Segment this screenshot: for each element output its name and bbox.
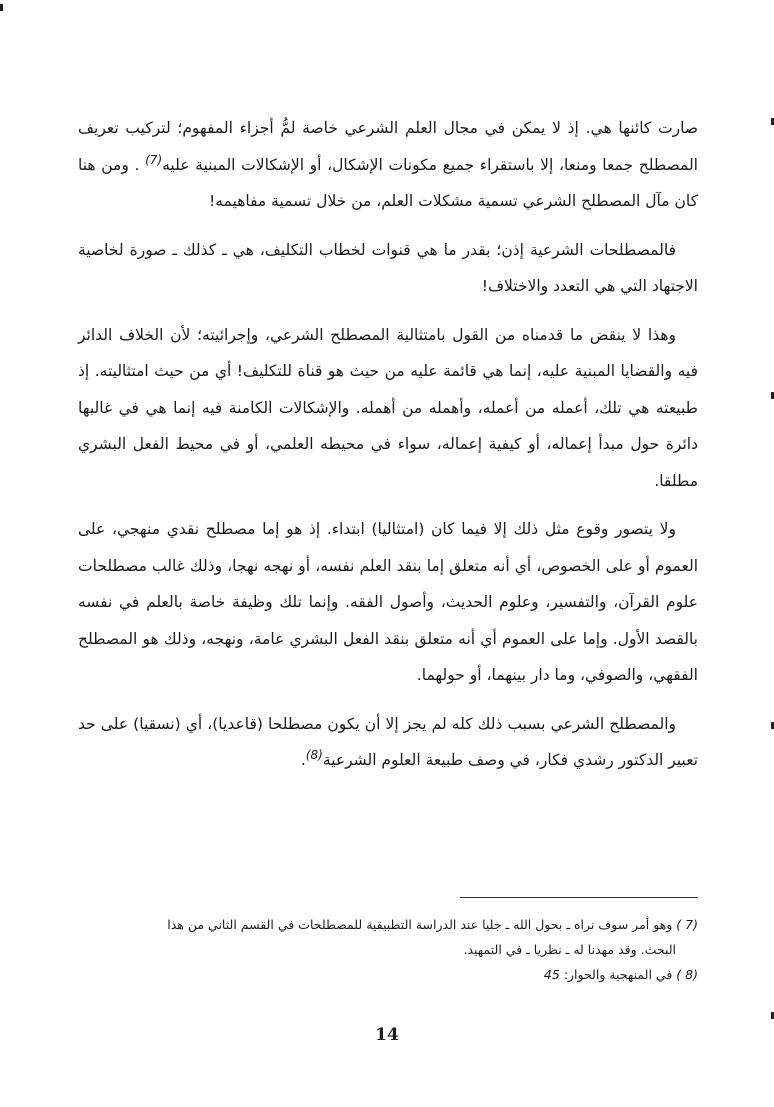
paragraph-1 [78,110,698,220]
paragraph-5 [78,706,698,779]
footnote-separator [460,897,698,898]
page-number: 14 [375,1025,399,1045]
footnote-page-ref: 45 [543,967,560,982]
footnote-text: في المنهجية والحوار: [563,967,673,982]
footnote-7 [78,912,698,962]
footnote-ref-7[interactable]: (7) [145,152,163,167]
footnotes [78,912,698,987]
paragraph-4 [78,511,698,694]
paragraph-2 [78,232,698,305]
paragraph-text-after: . ومن هنا كان مآل المصطلح الشرعي تسمية مشكلات العلم، من خلال تسمية مفاهيمه! [78,155,698,210]
footnote-number: (7 ) [676,917,698,932]
paragraph-text: صارت كائنها هي. إذ لا يمكن في مجال العلم الشرعي خاصة لمُّ أجزاء المفهوم؛ لتركيب تعريف المصطلح جمعا ومنعا، إلا باستقراء جميع مكونات الإشكال، أو الإشكالات المبنية عليه [78,119,698,174]
margin-mark [0,4,3,11]
paragraph-text-after: . [300,751,306,769]
paragraph-text: وهذا لا ينقض ما قدمناه من القول بامتثالية المصطلح الشرعي، وإجرائيته؛ لأن الخلاف الدائر فيه والقضايا المبنية عليه، إنما هي قائمة عليه من حيث هو قناة للتكليف! أي من حيث امتثاليته. إذ طبيعته هي تلك، أعمله من أعمله، وأهمله من أهمله. والإشكالات الكامنة فيه إنما هي في غالبها دائرة حول مبدأ إعماله، أو كيفية إعماله، سواء في محيطه العلمي، أو في محيط الفعل البشري مطلقا. [78,325,698,490]
footnote-ref-8[interactable]: (8) [305,747,323,762]
footnote-continuation: البحث. وقد مهدنا له ـ نظريا ـ في التمهيد. [463,942,676,957]
body-text [78,110,698,791]
paragraph-text: فالمصطلحات الشرعية إذن؛ بقدر ما هي قنوات لخطاب التكليف، هي ـ كذلك ـ صورة لخاصية الاجتهاد التي هي التعدد والاختلاف! [78,240,698,295]
paragraph-text: والمصطلح الشرعي بسبب ذلك كله لم يجز إلا أن يكون مصطلحا (قاعديا)، أي (نسقيا) على حد تعبير الدكتور رشدي فكار، في وصف طبيعة العلوم الشرعية [78,714,698,769]
footnote-text: وهو أمر سوف نراه ـ بحول الله ـ جليا عند الدراسة التطبيقية للمصطلحات في القسم الثاني من هذا [167,917,673,932]
footnote-8 [78,962,698,987]
footnote-number: (8 ) [676,967,698,982]
paragraph-3 [78,317,698,500]
paragraph-text: ولا يتصور وقوع مثل ذلك إلا فيما كان (امتثاليا) ابتداء. إذ هو إما مصطلح نقدي منهجي، على العموم أو على الخصوص، أي أنه متعلق إما بنقد العلم نفسه، أو نهجه نهجا، وذلك غالب مصطلحات علوم القرآن، والتفسير، وعلوم الحديث، وأصول الفقه. وإنما تلك وظيفة خاصة بالعلم في نفسه بالقصد الأول. وإما على العموم أي أنه متعلق بنقد الفعل البشري عامة، ونهجه، وذلك هو المصطلح الفقهي، والصوفي، وما دار بينهما، أو حولهما. [78,520,698,684]
